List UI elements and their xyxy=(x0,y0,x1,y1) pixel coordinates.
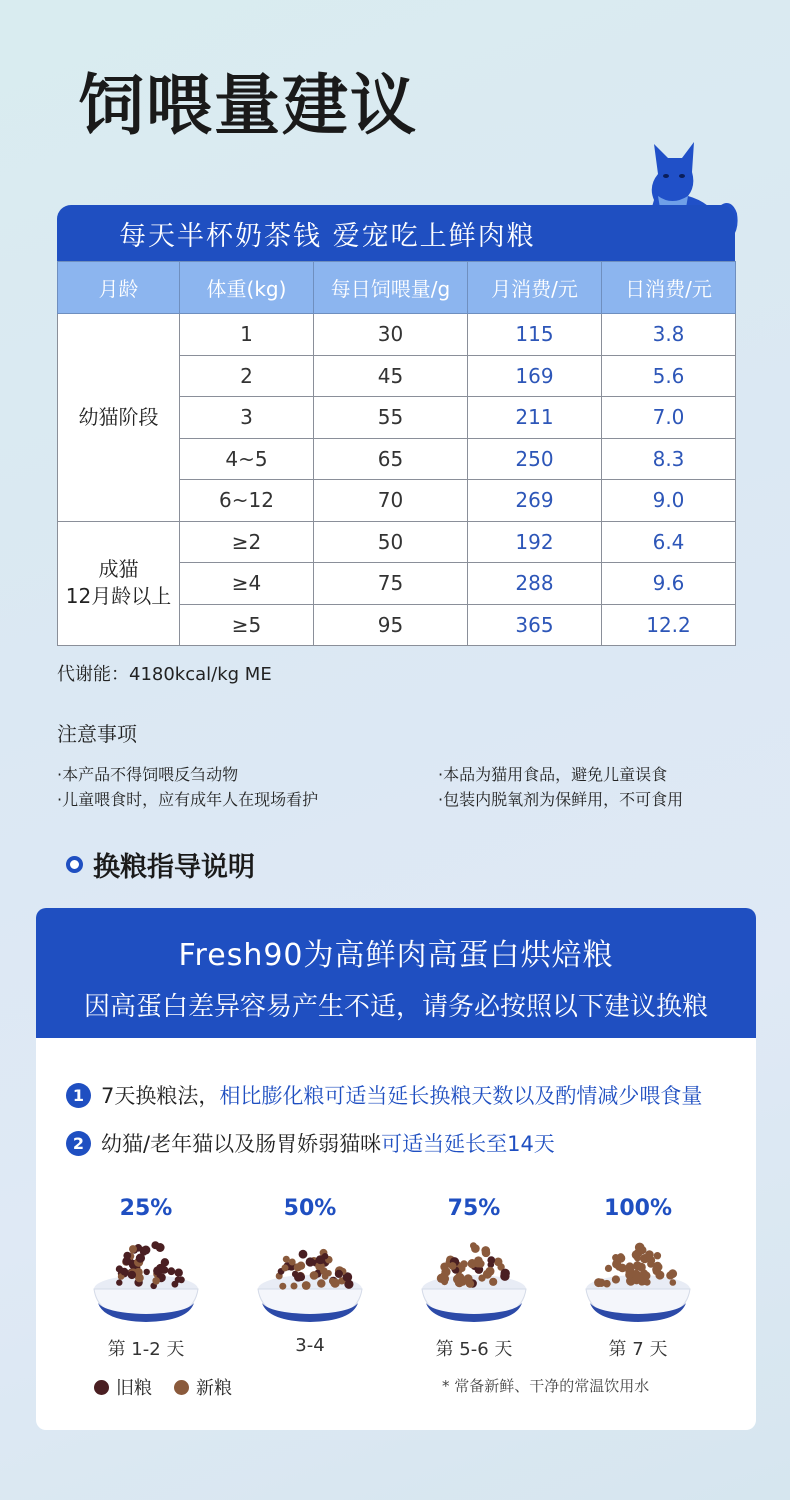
section-title xyxy=(66,845,255,884)
cell-daily: 55 xyxy=(314,397,468,439)
stage-column xyxy=(414,1196,534,1361)
cell-monthly: 169 xyxy=(468,355,602,397)
notice-item: ·本产品不得饲喂反刍动物 xyxy=(57,765,239,784)
table-row xyxy=(58,314,736,356)
header-daily-amount: 每日饲喂量/g xyxy=(314,262,468,314)
stage-percent: 50% xyxy=(283,1196,337,1221)
legend-label: 旧粮 xyxy=(116,1378,152,1399)
legend-label: 新粮 xyxy=(196,1378,232,1399)
cell-monthly: 211 xyxy=(468,397,602,439)
cell-daily-cost: 9.6 xyxy=(602,563,736,605)
cell-daily: 65 xyxy=(314,438,468,480)
cell-monthly: 365 xyxy=(468,604,602,646)
cell-monthly: 288 xyxy=(468,563,602,605)
cell-daily: 70 xyxy=(314,480,468,522)
cell-daily-cost: 3.8 xyxy=(602,314,736,356)
step-text: 7天换粮法， xyxy=(101,1084,220,1108)
stage-column xyxy=(250,1196,370,1356)
food-bowl-icon xyxy=(254,1227,366,1327)
table-row xyxy=(58,521,736,563)
card-headline: Fresh90为高鲜肉高蛋白烘焙粮 xyxy=(178,938,614,973)
cell-daily: 45 xyxy=(314,355,468,397)
card-subheadline: 因高蛋白差异容易产生不适，请务必按照以下建议换粮 xyxy=(83,992,708,1022)
step-highlight: 相比膨化粮可适当延长换粮天数以及酌情减少喂食量 xyxy=(219,1084,703,1108)
stage-days: 3-4 xyxy=(295,1335,325,1356)
step-highlight: 可适当延长至14天 xyxy=(381,1132,555,1156)
header-daily-cost: 日消费/元 xyxy=(602,262,736,314)
notice-list-left xyxy=(57,762,318,812)
step-text: 幼猫/老年猫以及肠胃娇弱猫咪 xyxy=(101,1132,382,1156)
stage-percent: 25% xyxy=(119,1196,173,1221)
cell-monthly: 115 xyxy=(468,314,602,356)
cell-daily-cost: 6.4 xyxy=(602,521,736,563)
cell-weight: ≥5 xyxy=(180,604,314,646)
notice-item: ·本品为猫用食品，避免儿童误食 xyxy=(438,765,668,784)
cell-weight: 3 xyxy=(180,397,314,439)
cell-daily: 50 xyxy=(314,521,468,563)
step-item xyxy=(66,1128,555,1158)
feeding-table-grid xyxy=(57,261,736,646)
legend-item-old xyxy=(94,1374,152,1400)
food-bowl-icon xyxy=(90,1227,202,1327)
step-number-badge: 2 xyxy=(66,1131,91,1156)
group-label-line: 成猫 xyxy=(98,557,139,582)
cell-daily-cost: 9.0 xyxy=(602,480,736,522)
table-header-row xyxy=(58,262,736,314)
cell-weight: 1 xyxy=(180,314,314,356)
table-banner: 每天半杯奶茶钱 爱宠吃上鲜肉粮 xyxy=(57,205,735,261)
group-label-line: 12月龄以上 xyxy=(65,584,172,609)
cell-weight: 2 xyxy=(180,355,314,397)
stage-column xyxy=(578,1196,698,1361)
cell-weight: 4~5 xyxy=(180,438,314,480)
page-title: 饲喂量建议 xyxy=(78,67,418,144)
cell-daily-cost: 5.6 xyxy=(602,355,736,397)
cell-monthly: 269 xyxy=(468,480,602,522)
notice-title: 注意事项 xyxy=(57,722,137,746)
notice-item: ·包装内脱氧剂为保鲜用，不可食用 xyxy=(438,790,684,809)
stage-column xyxy=(86,1196,206,1361)
cell-daily: 30 xyxy=(314,314,468,356)
cell-weight: ≥4 xyxy=(180,563,314,605)
stage-percent: 100% xyxy=(604,1196,672,1221)
water-note: * 常备新鲜、干净的常温饮用水 xyxy=(442,1377,650,1395)
cell-weight: ≥2 xyxy=(180,521,314,563)
cell-daily: 95 xyxy=(314,604,468,646)
legend xyxy=(94,1374,254,1400)
section-title-text: 换粮指导说明 xyxy=(93,852,255,883)
feeding-table xyxy=(57,205,735,646)
food-bowl-icon xyxy=(418,1227,530,1327)
food-bowl-icon xyxy=(582,1227,694,1327)
group-label-adult xyxy=(58,521,180,646)
cell-weight: 6~12 xyxy=(180,480,314,522)
metabolic-energy-note: 代谢能：4180kcal/kg ME xyxy=(57,664,272,685)
cell-monthly: 250 xyxy=(468,438,602,480)
header-monthly-cost: 月消费/元 xyxy=(468,262,602,314)
group-label-kitten: 幼猫阶段 xyxy=(58,314,180,522)
cell-daily-cost: 8.3 xyxy=(602,438,736,480)
circle-bullet-icon xyxy=(66,856,83,873)
step-number-badge: 1 xyxy=(66,1083,91,1108)
new-food-swatch-icon xyxy=(174,1380,189,1395)
cell-daily: 75 xyxy=(314,563,468,605)
stage-days: 第 5-6 天 xyxy=(435,1339,513,1360)
step-item xyxy=(66,1080,702,1110)
stage-days: 第 7 天 xyxy=(608,1339,668,1360)
header-age: 月龄 xyxy=(58,262,180,314)
card-header xyxy=(36,908,756,1038)
cell-daily-cost: 12.2 xyxy=(602,604,736,646)
cell-daily-cost: 7.0 xyxy=(602,397,736,439)
notice-item: ·儿童喂食时，应有成年人在现场看护 xyxy=(57,790,319,809)
stage-days: 第 1-2 天 xyxy=(107,1339,185,1360)
switch-guide-card xyxy=(36,908,756,1430)
notice-list-right xyxy=(438,762,683,812)
legend-item-new xyxy=(174,1374,232,1400)
old-food-swatch-icon xyxy=(94,1380,109,1395)
stage-percent: 75% xyxy=(447,1196,501,1221)
header-weight: 体重(kg) xyxy=(180,262,314,314)
cell-monthly: 192 xyxy=(468,521,602,563)
